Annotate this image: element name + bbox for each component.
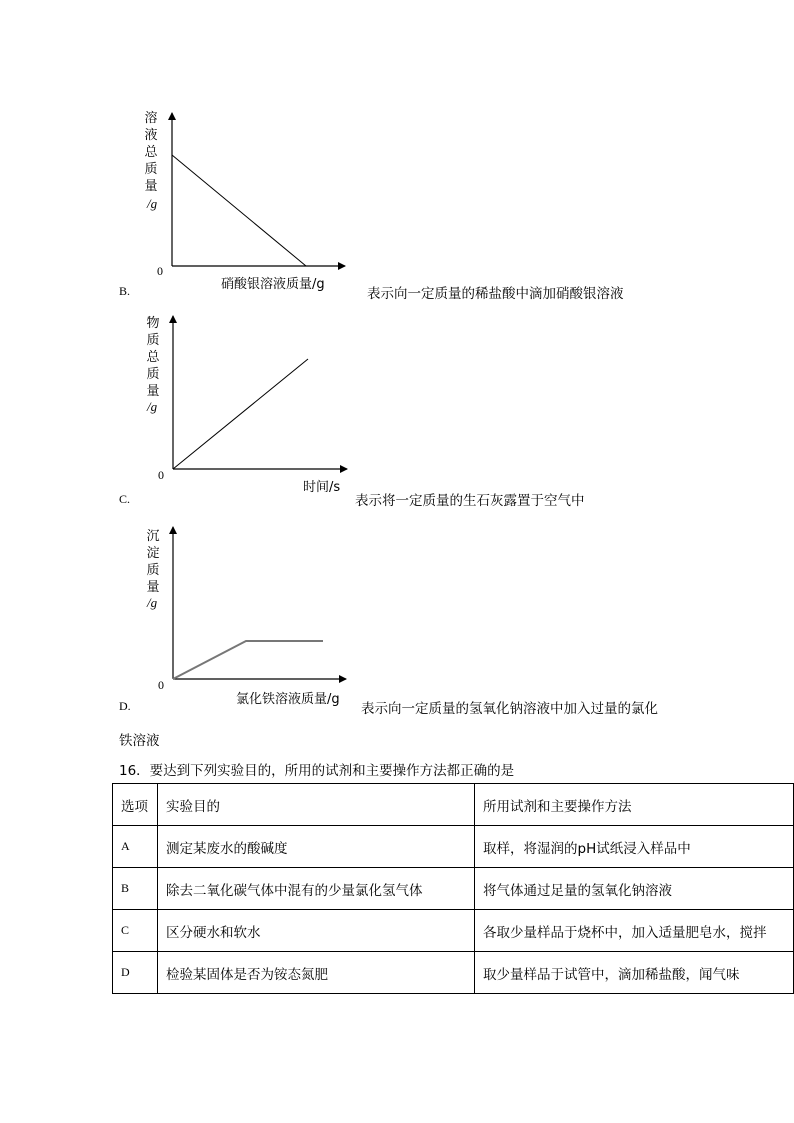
row-goal: 区分硬水和软水 [158,910,475,952]
table-row [113,826,794,868]
graph-c-curve [173,359,308,469]
row-goal: 除去二氧化碳气体中混有的少量氯化氢气体 [158,868,475,910]
row-method: 将气体通过足量的氢氧化钠溶液 [475,868,794,910]
graph-b-y-unit: /g [147,196,158,211]
graph-d-description-continued: 铁溶液 [119,733,160,749]
header-option: 选项 [113,784,158,826]
graph-d-x-label: 氯化铁溶液质量/g [236,692,340,707]
row-option: A [113,826,158,868]
graph-d-origin: 0 [158,678,164,692]
graph-b-description: 表示向一定质量的稀盐酸中滴加硝酸银溶液 [367,286,624,302]
graph-c-axes [173,316,347,469]
row-method: 取少量样品于试管中，滴加稀盐酸，闻气味 [475,952,794,994]
graph-d-curve [173,641,323,679]
row-option: B [113,868,158,910]
graph-b-y-label: 溶液总质量 [144,111,158,194]
graph-b-origin: 0 [157,264,163,278]
question-16-text: 16．要达到下列实验目的，所用的试剂和主要操作方法都正确的是 [119,763,515,779]
graph-c-x-label: 时间/s [303,480,341,495]
graph-d-y-label: 沉淀质量 [146,529,160,595]
row-option: D [113,952,158,994]
row-option: C [113,910,158,952]
graph-b-x-label: 硝酸银溶液质量/g [221,277,325,292]
graph-c-origin: 0 [158,468,164,482]
graph-b-curve [172,155,306,266]
table-row [113,952,794,994]
graph-b-option: B. [119,284,131,298]
graph-d-description: 表示向一定质量的氢氧化钠溶液中加入过量的氯化 [361,701,658,717]
header-goal: 实验目的 [158,784,475,826]
row-method: 各取少量样品于烧杯中，加入适量肥皂水，搅拌 [475,910,794,952]
row-method: 取样，将湿润的pH试纸浸入样品中 [475,826,794,868]
table-header-row [113,784,794,826]
graph-c-description: 表示将一定质量的生石灰露置于空气中 [355,493,585,509]
graph-c-y-label: 物质总质量 [146,316,160,399]
table-row [113,868,794,910]
row-goal: 测定某废水的酸碱度 [158,826,475,868]
graph-d-y-unit: /g [147,595,158,610]
graph-b-axes [172,113,345,266]
graph-d-option: D. [119,699,131,713]
graph-c-option: C. [119,492,131,506]
options-table [112,783,794,994]
row-goal: 检验某固体是否为铵态氮肥 [158,952,475,994]
header-method: 所用试剂和主要操作方法 [475,784,794,826]
graph-c-y-unit: /g [147,399,158,414]
graph-d-axes [173,527,346,679]
table-row [113,910,794,952]
